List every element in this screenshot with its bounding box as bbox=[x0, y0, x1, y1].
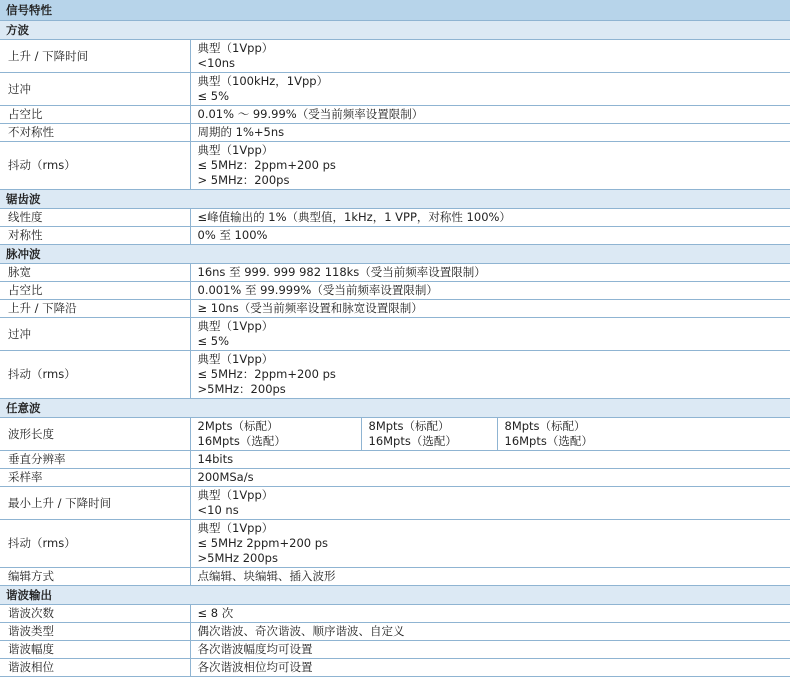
spec-value-line: ≤ 5MHz：2ppm+200 ps bbox=[197, 367, 336, 381]
spec-value-line: 16Mpts（选配） bbox=[368, 434, 457, 448]
spec-value-line: 16ns 至 999. 999 982 118ks（受当前频率设置限制） bbox=[197, 265, 486, 279]
spec-value-line: 各次谐波相位均可设置 bbox=[197, 660, 313, 674]
spec-value bbox=[190, 209, 790, 227]
spec-row bbox=[0, 209, 790, 227]
spec-value bbox=[190, 451, 790, 469]
spec-label: 抖动（rms） bbox=[0, 351, 190, 399]
spec-row bbox=[0, 418, 790, 451]
spec-label: 不对称性 bbox=[0, 124, 190, 142]
spec-value-line: 0% 至 100% bbox=[197, 228, 268, 242]
spec-value-line: 典型（1Vpp） bbox=[197, 488, 274, 502]
spec-label: 占空比 bbox=[0, 106, 190, 124]
spec-row bbox=[0, 520, 790, 568]
spec-value-line: 各次谐波幅度均可设置 bbox=[197, 642, 313, 656]
spec-row bbox=[0, 300, 790, 318]
spec-value-line: 0.001% 至 99.999%（受当前频率设置限制） bbox=[197, 283, 438, 297]
spec-label: 占空比 bbox=[0, 282, 190, 300]
spec-value bbox=[190, 351, 790, 399]
spec-value bbox=[190, 124, 790, 142]
spec-value bbox=[190, 40, 790, 73]
spec-value-line: ≤ 5% bbox=[197, 89, 230, 103]
section-title: 谐波输出 bbox=[0, 586, 790, 605]
spec-value-line: 2Mpts（标配） bbox=[197, 419, 279, 433]
spec-row bbox=[0, 659, 790, 677]
spec-value-line: 14bits bbox=[197, 452, 234, 466]
section-title: 脉冲波 bbox=[0, 245, 790, 264]
spec-row bbox=[0, 142, 790, 190]
spec-label: 线性度 bbox=[0, 209, 190, 227]
spec-value-cell bbox=[497, 418, 790, 451]
spec-row bbox=[0, 73, 790, 106]
spec-row bbox=[0, 264, 790, 282]
spec-value bbox=[190, 623, 790, 641]
spec-value-line: <10ns bbox=[197, 56, 236, 70]
section-header-row bbox=[0, 586, 790, 605]
spec-row bbox=[0, 605, 790, 623]
spec-value-line: ≤ 5MHz：2ppm+200 ps bbox=[197, 158, 336, 172]
spec-value-cell bbox=[190, 418, 361, 451]
spec-value-line: 典型（1Vpp） bbox=[197, 143, 274, 157]
spec-row bbox=[0, 641, 790, 659]
spec-row bbox=[0, 124, 790, 142]
spec-value-line: 典型（1Vpp） bbox=[197, 352, 274, 366]
section-header-row bbox=[0, 21, 790, 40]
spec-value bbox=[190, 568, 790, 586]
spec-label: 过冲 bbox=[0, 73, 190, 106]
spec-label: 对称性 bbox=[0, 227, 190, 245]
spec-row bbox=[0, 568, 790, 586]
spec-value bbox=[190, 227, 790, 245]
spec-label: 谐波次数 bbox=[0, 605, 190, 623]
spec-label: 脉宽 bbox=[0, 264, 190, 282]
spec-value-line: >5MHz：200ps bbox=[197, 382, 286, 396]
spec-value bbox=[190, 142, 790, 190]
spec-value bbox=[190, 659, 790, 677]
spec-value-line: 200MSa/s bbox=[197, 470, 254, 484]
spec-label: 谐波相位 bbox=[0, 659, 190, 677]
spec-label: 编辑方式 bbox=[0, 568, 190, 586]
spec-row bbox=[0, 282, 790, 300]
spec-value bbox=[190, 300, 790, 318]
spec-label: 抖动（rms） bbox=[0, 142, 190, 190]
spec-row bbox=[0, 40, 790, 73]
spec-value-line: >5MHz 200ps bbox=[197, 551, 278, 565]
spec-label: 抖动（rms） bbox=[0, 520, 190, 568]
spec-value-line: ≤ 8 次 bbox=[197, 606, 234, 620]
section-header-row bbox=[0, 245, 790, 264]
spec-row bbox=[0, 227, 790, 245]
spec-label: 采样率 bbox=[0, 469, 190, 487]
spec-value bbox=[190, 106, 790, 124]
spec-row bbox=[0, 451, 790, 469]
section-title: 任意波 bbox=[0, 399, 790, 418]
spec-label: 谐波幅度 bbox=[0, 641, 190, 659]
spec-value-line: ≤峰值输出的 1%（典型值，1kHz，1 VPP，对称性 100%） bbox=[197, 210, 511, 224]
spec-label: 上升 / 下降沿 bbox=[0, 300, 190, 318]
spec-row bbox=[0, 106, 790, 124]
spec-value-cell bbox=[361, 418, 497, 451]
spec-value-line: 典型（1Vpp） bbox=[197, 521, 274, 535]
spec-value-line: 偶次谐波、奇次谐波、顺序谐波、自定义 bbox=[197, 624, 405, 638]
spec-value-line: 典型（1Vpp） bbox=[197, 319, 274, 333]
spec-row bbox=[0, 351, 790, 399]
spec-value bbox=[190, 469, 790, 487]
section-header-row bbox=[0, 190, 790, 209]
spec-value bbox=[190, 641, 790, 659]
spec-value bbox=[190, 282, 790, 300]
spec-value-line: 典型（1Vpp） bbox=[197, 41, 274, 55]
spec-value-line: 0.01% ～ 99.99%（受当前频率设置限制） bbox=[197, 107, 424, 121]
spec-value bbox=[190, 605, 790, 623]
spec-row bbox=[0, 469, 790, 487]
spec-value bbox=[190, 73, 790, 106]
spec-label: 谐波类型 bbox=[0, 623, 190, 641]
section-header-row bbox=[0, 399, 790, 418]
section-title: 方波 bbox=[0, 21, 790, 40]
spec-label: 垂直分辨率 bbox=[0, 451, 190, 469]
spec-value-line: 8Mpts（标配） bbox=[504, 419, 586, 433]
spec-value-line: 16Mpts（选配） bbox=[197, 434, 286, 448]
spec-row bbox=[0, 487, 790, 520]
spec-label: 最小上升 / 下降时间 bbox=[0, 487, 190, 520]
section-title: 锯齿波 bbox=[0, 190, 790, 209]
spec-value-line: ≤ 5MHz 2ppm+200 ps bbox=[197, 536, 329, 550]
spec-label: 过冲 bbox=[0, 318, 190, 351]
spec-value-line: 周期的 1%+5ns bbox=[197, 125, 285, 139]
table-title-row bbox=[0, 0, 790, 21]
spec-row bbox=[0, 623, 790, 641]
spec-value-line: ≥ 10ns（受当前频率设置和脉宽设置限制） bbox=[197, 301, 423, 315]
spec-value-line: > 5MHz：200ps bbox=[197, 173, 290, 187]
spec-value-line: ≤ 5% bbox=[197, 334, 230, 348]
spec-label: 上升 / 下降时间 bbox=[0, 40, 190, 73]
spec-value-line: 16Mpts（选配） bbox=[504, 434, 593, 448]
spec-row bbox=[0, 318, 790, 351]
spec-value bbox=[190, 318, 790, 351]
spec-value-line: <10 ns bbox=[197, 503, 239, 517]
table-title: 信号特性 bbox=[0, 0, 790, 21]
spec-value-line: 8Mpts（标配） bbox=[368, 419, 450, 433]
spec-label: 波形长度 bbox=[0, 418, 190, 451]
spec-value bbox=[190, 264, 790, 282]
spec-value-line: 点编辑、块编辑、插入波形 bbox=[197, 569, 336, 583]
spec-value-line: 典型（100kHz，1Vpp） bbox=[197, 74, 329, 88]
spec-value bbox=[190, 520, 790, 568]
spec-value bbox=[190, 487, 790, 520]
